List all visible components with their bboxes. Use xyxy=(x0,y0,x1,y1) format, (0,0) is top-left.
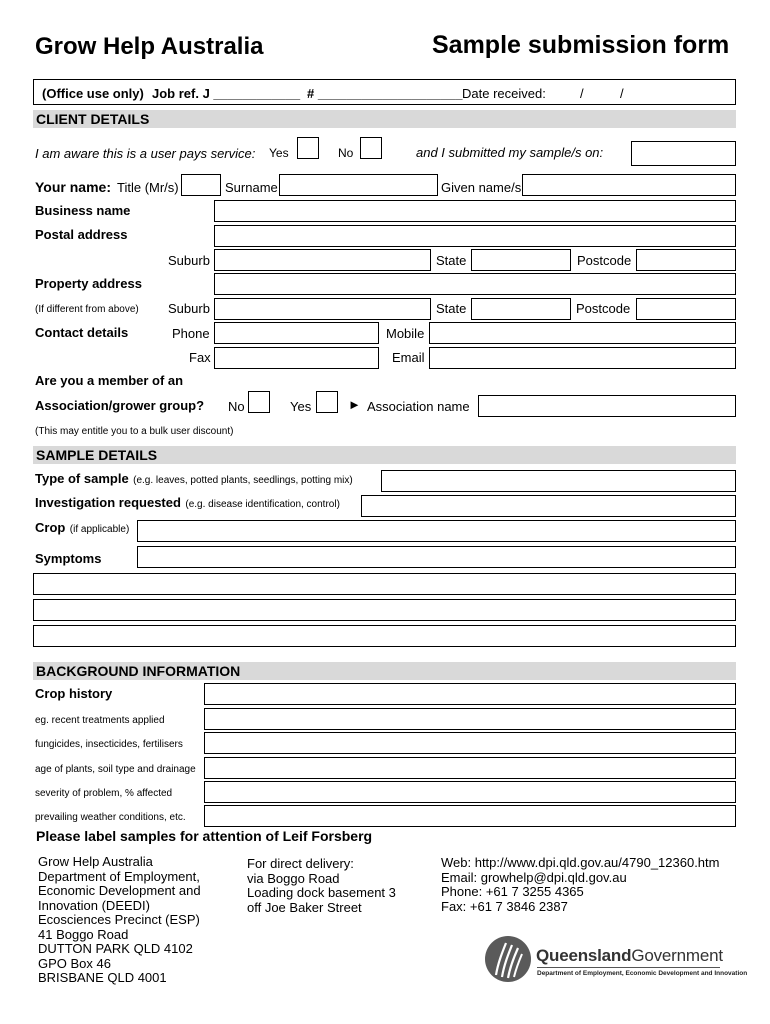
crop-hint: (if applicable) xyxy=(69,524,130,535)
postal-suburb-field[interactable] xyxy=(214,249,431,271)
office-use-label: (Office use only) xyxy=(42,86,144,101)
label-instruction: Please label samples for attention of Leif Forsberg xyxy=(36,828,373,844)
submitted-on-label: and I submitted my sample/s on: xyxy=(416,145,604,160)
association-name-field[interactable] xyxy=(478,395,736,417)
property-address-label: Property address xyxy=(35,276,142,291)
investigation-label-group xyxy=(35,494,340,512)
property-postcode-label: Postcode xyxy=(576,301,631,316)
postal-state-label: State xyxy=(436,253,467,268)
member-no-label: No xyxy=(228,399,245,414)
job-ref-label: Job ref. J ____________ xyxy=(152,86,301,101)
crop-history-field-5[interactable] xyxy=(204,781,736,803)
fax-label: Fax xyxy=(189,350,211,365)
type-of-sample-label-group xyxy=(35,470,353,488)
symptoms-field-3[interactable] xyxy=(33,599,736,621)
logo-divider xyxy=(537,967,720,968)
title-field[interactable] xyxy=(181,174,221,196)
investigation-hint: (e.g. disease identification, control) xyxy=(185,499,340,510)
phone-field[interactable] xyxy=(214,322,379,344)
property-address-field[interactable] xyxy=(214,273,736,295)
crop-label: Crop xyxy=(35,520,66,535)
type-of-sample-field[interactable] xyxy=(381,470,736,492)
symptoms-field-4[interactable] xyxy=(33,625,736,647)
sample-details-header: SAMPLE DETAILS xyxy=(33,446,736,464)
mobile-label: Mobile xyxy=(386,326,425,341)
your-name-label: Your name: xyxy=(35,179,111,195)
user-pays-no-label: No xyxy=(338,146,354,160)
logo-department: Department of Employment, Economic Development and Innovation xyxy=(537,970,748,977)
user-pays-yes-checkbox[interactable] xyxy=(297,137,319,159)
client-details-header: CLIENT DETAILS xyxy=(33,110,736,128)
postal-postcode-label: Postcode xyxy=(577,253,632,268)
postal-address-block: Grow Help Australia Department of Employment, Economic Development and Innovation (DEEDI) Ecosciences Precinct (ESP) 41 Boggo Road DUTTON PARK QLD 4102 GPO Box 46 BRISBANE QLD 4001 xyxy=(38,854,201,985)
queensland-government-wordmark xyxy=(536,946,723,966)
property-state-label: State xyxy=(436,301,467,316)
symptoms-label: Symptoms xyxy=(35,551,102,566)
crop-history-label: Crop history xyxy=(35,686,113,701)
association-name-label: Association name xyxy=(367,399,470,414)
form-title: Sample submission form xyxy=(432,31,730,59)
member-yes-label: Yes xyxy=(290,399,312,414)
date-received-label: Date received: xyxy=(462,86,546,101)
postal-postcode-field[interactable] xyxy=(636,249,736,271)
symptoms-field-2[interactable] xyxy=(33,573,736,595)
surname-field[interactable] xyxy=(279,174,438,196)
given-names-label: Given name/s xyxy=(441,180,522,195)
crop-label-group xyxy=(35,519,129,537)
postal-address-field[interactable] xyxy=(214,225,736,247)
if-different-note: (If different from above) xyxy=(35,304,139,315)
email-field[interactable] xyxy=(429,347,736,369)
business-name-label: Business name xyxy=(35,203,131,218)
contact-details-label: Contact details xyxy=(35,325,129,340)
org-title: Grow Help Australia xyxy=(35,33,264,60)
member-yes-checkbox[interactable] xyxy=(316,391,338,413)
surname-label: Surname xyxy=(225,180,278,195)
user-pays-yes-label: Yes xyxy=(269,146,289,160)
user-pays-no-checkbox[interactable] xyxy=(360,137,382,159)
type-of-sample-label: Type of sample xyxy=(35,471,129,486)
business-name-field[interactable] xyxy=(214,200,736,222)
postal-suburb-label: Suburb xyxy=(168,253,210,268)
queensland-crest-icon xyxy=(484,935,532,983)
crop-history-field-3[interactable] xyxy=(204,732,736,754)
crop-history-hint: eg. recent treatments applied xyxy=(35,715,165,726)
arrow-right-icon: ► xyxy=(348,397,361,412)
delivery-address-block: For direct delivery: via Boggo Road Loading dock basement 3 off Joe Baker Street xyxy=(247,856,396,915)
discount-note: (This may entitle you to a bulk user discount) xyxy=(35,426,234,437)
title-label: Title (Mr/s) xyxy=(117,180,179,195)
crop-history-field-4[interactable] xyxy=(204,757,736,779)
background-info-header: BACKGROUND INFORMATION xyxy=(33,662,736,680)
fax-field[interactable] xyxy=(214,347,379,369)
crop-history-hint: age of plants, soil type and drainage xyxy=(35,764,196,775)
crop-history-field-6[interactable] xyxy=(204,805,736,827)
hash-label: # ____________________ xyxy=(307,86,463,101)
postal-state-field[interactable] xyxy=(471,249,571,271)
crop-history-field-1[interactable] xyxy=(204,683,736,705)
member-no-checkbox[interactable] xyxy=(248,391,270,413)
investigation-field[interactable] xyxy=(361,495,736,517)
mobile-field[interactable] xyxy=(429,322,736,344)
logo-queensland: Queensland xyxy=(536,946,632,965)
property-state-field[interactable] xyxy=(471,298,571,320)
date-slash-2: / xyxy=(620,86,624,101)
crop-history-hint: severity of problem, % affected xyxy=(35,788,173,799)
symptoms-field-1[interactable] xyxy=(137,546,736,568)
date-slash-1: / xyxy=(580,86,584,101)
investigation-label: Investigation requested xyxy=(35,495,181,510)
crop-history-field-2[interactable] xyxy=(204,708,736,730)
property-suburb-field[interactable] xyxy=(214,298,431,320)
office-use-box xyxy=(33,79,736,105)
crop-history-hint: prevailing weather conditions, etc. xyxy=(35,812,186,823)
property-postcode-field[interactable] xyxy=(636,298,736,320)
member-question-line2: Association/grower group? xyxy=(35,398,205,413)
crop-history-hint: fungicides, insecticides, fertilisers xyxy=(35,739,183,750)
type-of-sample-hint: (e.g. leaves, potted plants, seedlings, potting mix) xyxy=(133,475,353,486)
submission-date-field[interactable] xyxy=(631,141,736,166)
logo-government: Government xyxy=(631,946,723,965)
contact-info-block: Web: http://www.dpi.qld.gov.au/4790_12360.htm Email: growhelp@dpi.qld.gov.au Phone: +61 7 3255 4365 Fax: +61 7 3846 2387 xyxy=(441,855,720,914)
email-label: Email xyxy=(392,350,425,365)
phone-label: Phone xyxy=(172,326,210,341)
property-suburb-label: Suburb xyxy=(168,301,210,316)
user-pays-label: I am aware this is a user pays service: xyxy=(35,146,256,161)
given-names-field[interactable] xyxy=(522,174,736,196)
crop-field[interactable] xyxy=(137,520,736,542)
postal-address-label: Postal address xyxy=(35,227,128,242)
member-question-line1: Are you a member of an xyxy=(35,373,184,388)
